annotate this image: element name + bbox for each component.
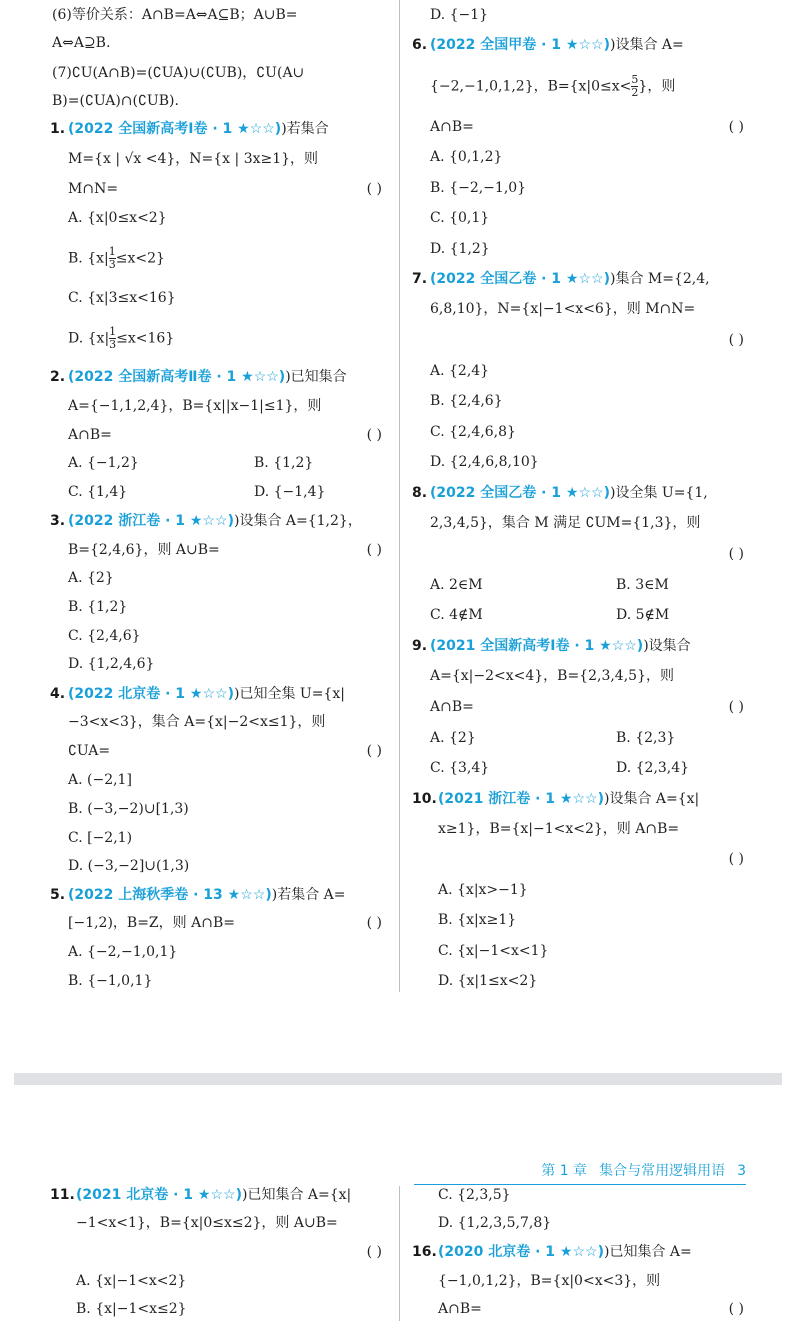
option-b (68, 245, 388, 271)
answer-line (438, 848, 750, 870)
fraction-numerator: 1 (109, 325, 117, 338)
question-stem: )若集合 A= (271, 887, 346, 903)
option-a: A. {0,1,2} (430, 149, 503, 165)
question-text (68, 912, 388, 934)
question-stem: )若集合 (281, 121, 329, 137)
answer-paren: ( ) (366, 743, 382, 759)
question-number: 1. (50, 121, 66, 137)
answer-paren: ( ) (728, 332, 744, 348)
question-number: 16. (412, 1244, 437, 1260)
column-divider (399, 1186, 400, 1321)
question-number: 4. (50, 686, 66, 702)
right-column (414, 1110, 750, 1321)
question-stem: )已知集合 A={x| (241, 1187, 352, 1203)
option-c: C. 4∉M (430, 607, 483, 623)
question-text: M={x | √x <4}，N={x | 3x≥1}，则 (68, 151, 319, 167)
question-number: 9. (412, 638, 428, 654)
option-c: C. {3,4} (430, 760, 490, 776)
option-d: D. {−1,4} (254, 484, 326, 500)
question-text: A={x|−2<x<4}，B={2,3,4,5}，则 (430, 668, 674, 684)
question-number: 8. (412, 485, 428, 501)
option-row (68, 481, 388, 503)
question-text: −1<x<1}，B={x|0≤x≤2}，则 A∪B= (76, 1215, 338, 1231)
fraction-denominator: 2 (631, 86, 639, 99)
question-1 (52, 118, 388, 140)
option-a: A. (−2,1] (68, 772, 132, 788)
answer-paren: ( ) (728, 119, 744, 135)
fraction-denominator: 3 (108, 258, 116, 271)
question-source: (2022 全国新高考Ⅰ卷 · 1 (68, 121, 238, 137)
question-text-part: A∩B= (68, 427, 112, 443)
column-divider (399, 0, 400, 992)
option-text-part: {x| (87, 250, 109, 267)
question-stem: )已知集合 (285, 369, 347, 385)
option-c: C. {x|−1<x<1} (438, 943, 549, 959)
option-a: A. {−1,2} (68, 455, 139, 471)
option-c: C. {2,3,5} (438, 1187, 511, 1203)
answer-line (430, 329, 750, 351)
fraction-denominator: 3 (109, 338, 117, 351)
option-d: D. {1,2,4,6} (68, 656, 155, 672)
difficulty-stars: ★☆☆ (241, 369, 279, 385)
question-stem: )已知全集 U={x| (233, 686, 345, 702)
question-source: (2021 北京卷 · 1 (76, 1187, 198, 1203)
question-text-part: ∁UA= (68, 743, 111, 759)
difficulty-stars: ★☆☆ (565, 271, 604, 287)
option-c: C. {1,4} (68, 484, 128, 500)
option-label: B. (68, 250, 83, 267)
option-label: D. (68, 330, 84, 347)
option-b: B. 3∈M (616, 577, 669, 593)
option-text-part: ≤x<16} (116, 330, 175, 347)
option-b: B. (−3,−2)∪[1,3) (68, 801, 189, 817)
question-stem: )设集合 A={1,2}， (233, 513, 362, 529)
question-text (430, 116, 750, 138)
question-text-part: A∩B= (430, 119, 474, 135)
question-stem: )已知集合 A= (603, 1244, 692, 1260)
answer-paren: ( ) (366, 181, 382, 197)
question-stem: )集合 M={2,4, (609, 271, 710, 287)
answer-line (430, 543, 750, 565)
option-a: A. {x|x>−1} (438, 882, 528, 898)
answer-paren: ( ) (366, 542, 382, 558)
question-stem: )设集合 (643, 638, 691, 654)
option-a: A. {2,4} (430, 363, 490, 379)
difficulty-stars: ★☆☆ (189, 686, 228, 702)
option-a: A. {x|−1<x<2} (76, 1273, 187, 1289)
option-c: C. {2,4,6,8} (430, 424, 516, 440)
question-source-close: ) (278, 369, 286, 385)
option-a: A. {x|0≤x<2} (68, 210, 167, 226)
question-text (430, 73, 750, 99)
question-text (68, 740, 388, 762)
option-row (68, 452, 388, 474)
question-7 (414, 268, 750, 290)
chapter-title: 集合与常用逻辑用语 (599, 1163, 726, 1179)
question-text: 2,3,4,5}，集合 M 满足 ∁UM={1,3}，则 (430, 515, 701, 531)
option-b: B. {−2,−1,0} (430, 180, 527, 196)
question-text (68, 539, 388, 561)
question-source: (2022 浙江卷 · 1 (68, 513, 190, 529)
option-b: B. {x|−1<x≤2} (76, 1301, 187, 1317)
question-text (68, 424, 388, 446)
question-text-part: M∩N= (68, 181, 119, 197)
question-text-part: }，则 (638, 78, 676, 95)
answer-paren: ( ) (366, 915, 382, 931)
option-c: C. {x|3≤x<16} (68, 290, 176, 306)
difficulty-stars: ★☆☆ (189, 513, 228, 529)
page-lower (0, 1110, 800, 1321)
question-stem: )设全集 U={1, (609, 485, 708, 501)
question-source: (2020 北京卷 · 1 (438, 1244, 560, 1260)
left-column (52, 1110, 388, 1321)
answer-paren: ( ) (728, 546, 744, 562)
question-source: (2022 全国新高考Ⅱ卷 · 1 (68, 369, 242, 385)
option-a: A. 2∈M (430, 577, 483, 593)
question-source-close: ) (597, 791, 604, 807)
difficulty-stars: ★☆☆ (197, 1187, 236, 1203)
question-source: (2022 上海秋季卷 · 13 (68, 887, 228, 903)
difficulty-stars: ★☆☆ (559, 791, 598, 807)
left-column (52, 0, 388, 1000)
question-source-close: ) (265, 887, 272, 903)
question-9 (414, 635, 750, 657)
option-a: A. {−2,−1,0,1} (68, 944, 178, 960)
option-b: B. {1,2} (68, 599, 128, 615)
answer-paren: ( ) (728, 851, 744, 867)
chapter-number: 第 1 章 (541, 1163, 588, 1179)
option-d: D. {x|1≤x<2} (438, 973, 538, 989)
question-source-close: ) (274, 121, 282, 137)
question-source: (2022 全国甲卷 · 1 (430, 37, 566, 53)
question-source-close: ) (603, 37, 610, 53)
question-stem: )设集合 A={x| (603, 791, 700, 807)
answer-line (76, 1241, 388, 1263)
option-row (430, 604, 750, 626)
question-text-part: {−2,−1,0,1,2}，B={x|0≤x< (430, 78, 632, 95)
fraction-numerator: 1 (108, 245, 116, 258)
option-a: A. {2} (430, 730, 476, 746)
option-c: C. {0,1} (430, 210, 490, 226)
question-10 (414, 788, 750, 810)
question-text (68, 178, 388, 200)
text-line: (7)∁U(A∩B)=(∁UA)∪(∁UB)，∁U(A∪ (52, 65, 305, 81)
fraction (109, 246, 116, 271)
answer-paren: ( ) (728, 699, 744, 715)
option-d: D. (−3,−2]∪(1,3) (68, 858, 190, 874)
option-a: A. {2} (68, 570, 114, 586)
difficulty-stars: ★☆☆ (559, 1244, 598, 1260)
option-row (430, 757, 750, 779)
question-number: 11. (50, 1187, 75, 1203)
question-16 (414, 1241, 750, 1263)
question-source-close: ) (603, 271, 610, 287)
question-source: (2022 全国乙卷 · 1 (430, 485, 566, 501)
option-d: D. {2,4,6,8,10} (430, 454, 539, 470)
question-stem: )设集合 A= (609, 37, 684, 53)
question-6 (414, 34, 750, 56)
question-text-part: A∩B= (430, 699, 474, 715)
question-number: 2. (50, 369, 66, 385)
question-number: 10. (412, 791, 437, 807)
question-source-close: ) (227, 686, 234, 702)
question-text (438, 1298, 750, 1320)
question-source: (2021 浙江卷 · 1 (438, 791, 560, 807)
question-text-part: B={2,4,6}，则 A∪B= (68, 542, 220, 558)
option-c: C. [−2,1) (68, 830, 133, 846)
question-source: (2022 北京卷 · 1 (68, 686, 190, 702)
question-source-close: ) (603, 485, 610, 501)
question-4 (52, 683, 388, 705)
question-8 (414, 482, 750, 504)
option-d (68, 325, 388, 351)
text-line: B)=(∁UA)∩(∁UB). (52, 93, 179, 109)
question-source: (2021 全国新高考Ⅰ卷 · 1 (430, 638, 600, 654)
question-source-close: ) (597, 1244, 604, 1260)
text-line: (6)等价关系：A∩B=A⇔A⊆B；A∪B= (52, 7, 298, 23)
question-text: {−1,0,1,2}，B={x|0<x<3}，则 (438, 1273, 661, 1289)
question-text: −3<x<3}，集合 A={x|−2<x≤1}，则 (68, 714, 326, 730)
difficulty-stars: ★☆☆ (565, 485, 604, 501)
option-row (430, 727, 750, 749)
option-row (430, 574, 750, 596)
question-source-close: ) (636, 638, 644, 654)
answer-paren: ( ) (366, 427, 382, 443)
question-5 (52, 884, 388, 906)
option-b: B. {x|x≥1} (438, 912, 517, 928)
question-text: x≥1}，B={x|−1<x<2}，则 A∩B= (438, 821, 680, 837)
question-2 (52, 366, 388, 388)
option-b: B. {1,2} (254, 455, 314, 471)
difficulty-stars: ★☆☆ (599, 638, 637, 654)
page-number: 3 (737, 1163, 746, 1179)
option-d: D. {2,3,4} (616, 760, 690, 776)
question-text (430, 696, 750, 718)
question-source-close: ) (227, 513, 234, 529)
question-number: 7. (412, 271, 428, 287)
question-source-close: ) (235, 1187, 242, 1203)
question-number: 5. (50, 887, 66, 903)
option-d: D. {1,2} (430, 241, 490, 257)
option-b: B. {2,3} (616, 730, 676, 746)
question-text-part: A∩B= (438, 1301, 482, 1317)
question-11 (52, 1184, 388, 1206)
difficulty-stars: ★☆☆ (227, 887, 266, 903)
question-3 (52, 510, 388, 532)
option-d: D. {−1} (430, 7, 489, 23)
question-text: A={−1,1,2,4}，B={x||x−1|≤1}，则 (68, 398, 322, 414)
question-number: 6. (412, 37, 428, 53)
difficulty-stars: ★☆☆ (237, 121, 275, 137)
question-number: 3. (50, 513, 66, 529)
question-source: (2022 全国乙卷 · 1 (430, 271, 566, 287)
right-column (414, 0, 750, 1000)
answer-paren: ( ) (728, 1301, 744, 1317)
question-text: 6,8,10}，N={x|−1<x<6}，则 M∩N= (430, 301, 696, 317)
difficulty-stars: ★☆☆ (565, 37, 604, 53)
text-line: A⇔A⊇B. (52, 35, 111, 51)
question-text-part: [−1,2)，B=Z，则 A∩B= (68, 915, 235, 931)
answer-paren: ( ) (366, 1244, 382, 1260)
option-c: C. {2,4,6} (68, 628, 141, 644)
fraction-numerator: 5 (631, 73, 639, 86)
option-d: D. {1,2,3,5,7,8} (438, 1215, 552, 1231)
option-d: D. 5∉M (616, 607, 670, 623)
page-separator (14, 1073, 782, 1085)
option-b: B. {2,4,6} (430, 393, 503, 409)
option-text-part: {x| (87, 330, 110, 347)
option-b: B. {−1,0,1} (68, 973, 153, 989)
option-text-part: ≤x<2} (115, 250, 165, 267)
